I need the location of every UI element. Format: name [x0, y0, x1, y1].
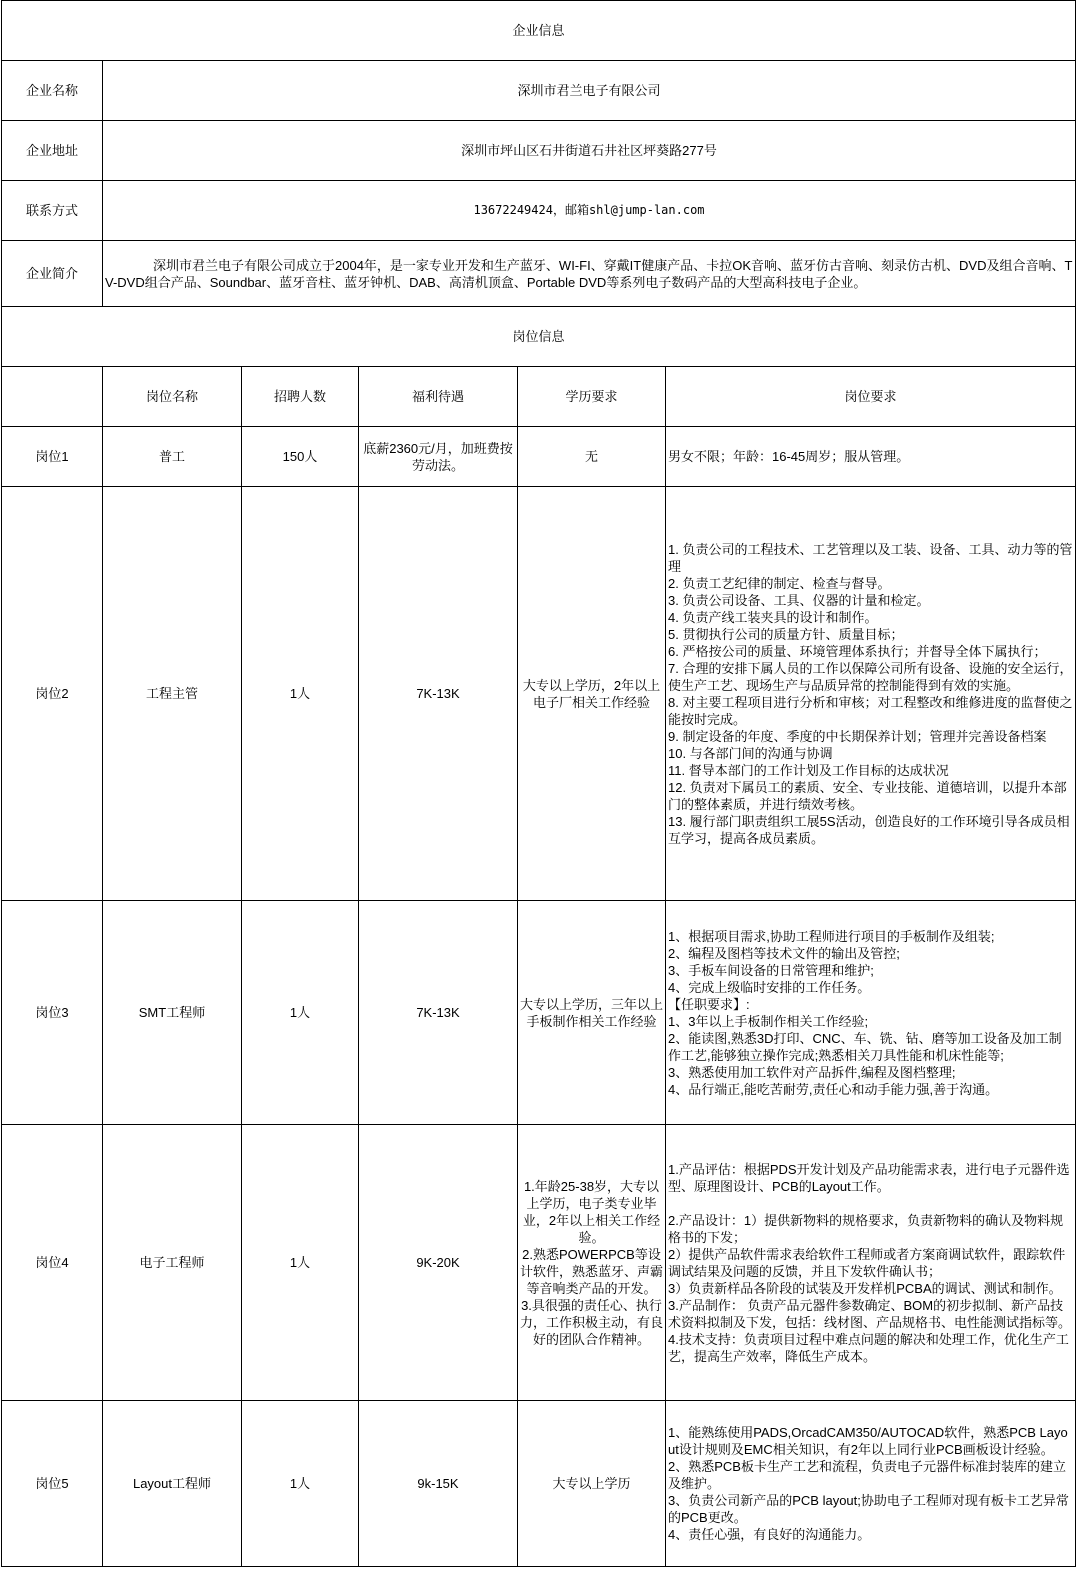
requirement-line: 1、能熟练使用PADS,OrcadCAM350/AUTOCAD软件，熟悉PCB Layout设计规则及EMC相关知识，有2年以上同行业PCB画板设计经验。 [668, 1425, 1068, 1457]
company-intro-row [2, 241, 1076, 307]
position-name: 工程主管 [103, 487, 242, 901]
job-posting-table [1, 0, 1076, 1567]
company-contact-label: 联系方式 [2, 181, 103, 241]
position-benefits: 9k-15K [359, 1401, 518, 1567]
requirement-line: 4. 负责产线工装夹具的设计和制作。 [668, 609, 878, 625]
position-benefits: 7K-13K [359, 487, 518, 901]
company-section-header-row [2, 1, 1076, 61]
position-id: 岗位1 [2, 427, 103, 487]
position-name: SMT工程师 [103, 901, 242, 1125]
requirement-line: 4、完成上级临时安排的工作任务。 [668, 979, 871, 995]
header-blank-cell [2, 367, 103, 427]
company-section-title: 企业信息 [2, 1, 1076, 61]
requirement-line: 7. 合理的安排下属人员的工作以保障公司所有设备、设施的安全运行，使生产工艺、现场生产与品质异常的控制能得到有效的实施。 [668, 660, 1073, 693]
position-row [2, 901, 1076, 1125]
requirement-line: 11. 督导本部门的工作计划及工作目标的达成状况 [668, 762, 949, 778]
position-headcount: 1人 [242, 1125, 359, 1401]
requirement-blank-line [668, 1195, 1073, 1212]
position-requirements [666, 487, 1076, 901]
position-requirements [666, 1125, 1076, 1401]
requirement-line: 1、3年以上手板制作相关工作经验; [668, 1013, 869, 1029]
position-headcount: 1人 [242, 901, 359, 1125]
requirement-line: 3、手板车间设备的日常管理和维护; [668, 962, 874, 978]
position-row [2, 1401, 1076, 1567]
position-education: 大专以上学历，2年以上电子厂相关工作经验 [518, 487, 666, 901]
requirement-line: 3、负责公司新产品的PCB layout;协助电子工程师对现有板卡工艺异常的PCB更改。 [668, 1493, 1069, 1525]
position-row [2, 1125, 1076, 1401]
requirement-line: 3. 负责公司设备、工具、仪器的计量和检定。 [668, 592, 930, 608]
requirement-line: 2.产品设计：1）提供新物料的规格要求，负责新物料的确认及物料规格书的下发； [668, 1212, 1064, 1245]
company-name-value: 深圳市君兰电子有限公司 [103, 61, 1076, 121]
position-headcount: 150人 [242, 427, 359, 487]
company-address-label: 企业地址 [2, 121, 103, 181]
position-education: 大专以上学历 [518, 1401, 666, 1567]
requirement-line: 2、熟悉PCB板卡生产工艺和流程，负责电子元器件标准封装库的建立及维护。 [668, 1459, 1066, 1491]
requirement-line: 【任职要求】: [668, 996, 750, 1012]
position-requirements [666, 427, 1076, 487]
requirement-line: 3、熟悉使用加工软件对产品拆件,编程及图档整理; [668, 1064, 956, 1080]
requirement-line: 1、根据项目需求,协助工程师进行项目的手板制作及组装; [668, 928, 995, 944]
header-education: 学历要求 [518, 367, 666, 427]
requirement-line: 男女不限；年龄：16-45周岁；服从管理。 [668, 449, 910, 464]
company-contact-row [2, 181, 1076, 241]
position-benefits: 9K-20K [359, 1125, 518, 1401]
position-id: 岗位3 [2, 901, 103, 1125]
education-line: 3.具很强的责任心、执行力，工作积极主动，有良好的团队合作精神。 [520, 1297, 664, 1347]
requirement-line: 9. 制定设备的年度、季度的中长期保养计划；管理并完善设备档案 [668, 728, 1047, 744]
requirement-line: 1.产品评估：根据PDS开发计划及产品功能需求表，进行电子元器件选型、原理图设计、PCB的Layout工作。 [668, 1161, 1070, 1194]
requirement-line: 5. 贯彻执行公司的质量方针、质量目标； [668, 626, 904, 642]
positions-section-title: 岗位信息 [2, 307, 1076, 367]
position-id: 岗位4 [2, 1125, 103, 1401]
position-benefits: 底薪2360元/月，加班费按劳动法。 [359, 427, 518, 487]
position-id: 岗位5 [2, 1401, 103, 1567]
company-address-row [2, 121, 1076, 181]
position-requirements [666, 1401, 1076, 1567]
company-address-value: 深圳市坪山区石井街道石井社区坪葵路277号 [103, 121, 1076, 181]
position-name: 电子工程师 [103, 1125, 242, 1401]
position-education: 大专以上学历，三年以上手板制作相关工作经验 [518, 901, 666, 1125]
education-line: 2.熟悉POWERPCB等设计软件，熟悉蓝牙、声霸等音响类产品的开发。 [520, 1246, 664, 1296]
company-name-label: 企业名称 [2, 61, 103, 121]
requirement-line: 12. 负责对下属员工的素质、安全、专业技能、道德培训，以提升本部门的整体素质，并进行绩效考核。 [668, 779, 1067, 812]
position-id: 岗位2 [2, 487, 103, 901]
position-row [2, 427, 1076, 487]
requirement-line: 4.技术支持：负责项目过程中难点问题的解决和处理工作，优化生产工艺，提高生产效率，降低生产成本。 [668, 1331, 1069, 1364]
requirement-line: 2. 负责工艺纪律的制定、检查与督导。 [668, 575, 891, 591]
requirement-line: 6. 严格按公司的质量、环境管理体系执行；并督导全体下属执行； [668, 643, 1047, 659]
header-position-name: 岗位名称 [103, 367, 242, 427]
requirement-line: 13. 履行部门职责组织工展5S活动，创造良好的工作环境引导各成员相互学习，提高各成员素质。 [668, 813, 1070, 846]
company-name-row [2, 61, 1076, 121]
company-contact-value: 13672249424，邮箱shl@jump-lan.com [103, 181, 1076, 241]
position-headcount: 1人 [242, 1401, 359, 1567]
requirement-line: 3.产品制作： 负责产品元器件参数确定、BOM的初步拟制、新产品技术资料拟制及下发，包括：线材图、产品规格书、电性能测试指标等。 [668, 1297, 1072, 1330]
requirement-line: 3）负责新样品各阶段的试装及开发样机PCBA的调试、测试和制作。 [668, 1280, 1062, 1296]
requirement-line: 2、编程及图档等技术文件的输出及管控; [668, 945, 900, 961]
positions-section-header-row [2, 307, 1076, 367]
requirement-line: 1. 负责公司的工程技术、工艺管理以及工装、设备、工具、动力等的管理 [668, 541, 1073, 574]
position-benefits: 7K-13K [359, 901, 518, 1125]
requirement-line: 10. 与各部门间的沟通与协调 [668, 745, 833, 761]
position-requirements [666, 901, 1076, 1125]
position-name: 普工 [103, 427, 242, 487]
header-headcount: 招聘人数 [242, 367, 359, 427]
requirement-line: 4、责任心强，有良好的沟通能力。 [668, 1527, 871, 1542]
company-intro-label: 企业简介 [2, 241, 103, 307]
position-education [518, 1125, 666, 1401]
requirement-line: 2、能读图,熟悉3D打印、CNC、车、铣、钻、磨等加工设备及加工制作工艺,能够独立操作完成;熟悉相关刀具性能和机床性能等; [668, 1030, 1062, 1063]
positions-column-header-row [2, 367, 1076, 427]
header-requirements: 岗位要求 [666, 367, 1076, 427]
position-name: Layout工程师 [103, 1401, 242, 1567]
requirement-line: 2）提供产品软件需求表给软件工程师或者方案商调试软件，跟踪软件调试结果及问题的反馈，并且下发软件确认书； [668, 1246, 1066, 1279]
company-intro-value: 深圳市君兰电子有限公司成立于2004年，是一家专业开发和生产蓝牙、WI-FI、穿戴IT健康产品、卡拉OK音响、蓝牙仿古音响、刻录仿古机、DVD及组合音响、TV-DVD组合产品、Soundbar、蓝牙音柱、蓝牙钟机、DAB、高清机顶盒、Portable DVD等系列电子数码产品的大型高科技电子企业。 [103, 241, 1076, 307]
education-line: 1.年龄25-38岁，大专以上学历，电子类专业毕业，2年以上相关工作经验。 [522, 1178, 661, 1245]
requirement-line: 8. 对主要工程项目进行分析和审核；对工程整改和维修进度的监督使之能按时完成。 [668, 694, 1073, 727]
position-row [2, 487, 1076, 901]
requirement-line: 4、品行端正,能吃苦耐劳,责任心和动手能力强,善于沟通。 [668, 1081, 999, 1097]
position-education: 无 [518, 427, 666, 487]
header-benefits: 福利待遇 [359, 367, 518, 427]
position-headcount: 1人 [242, 487, 359, 901]
